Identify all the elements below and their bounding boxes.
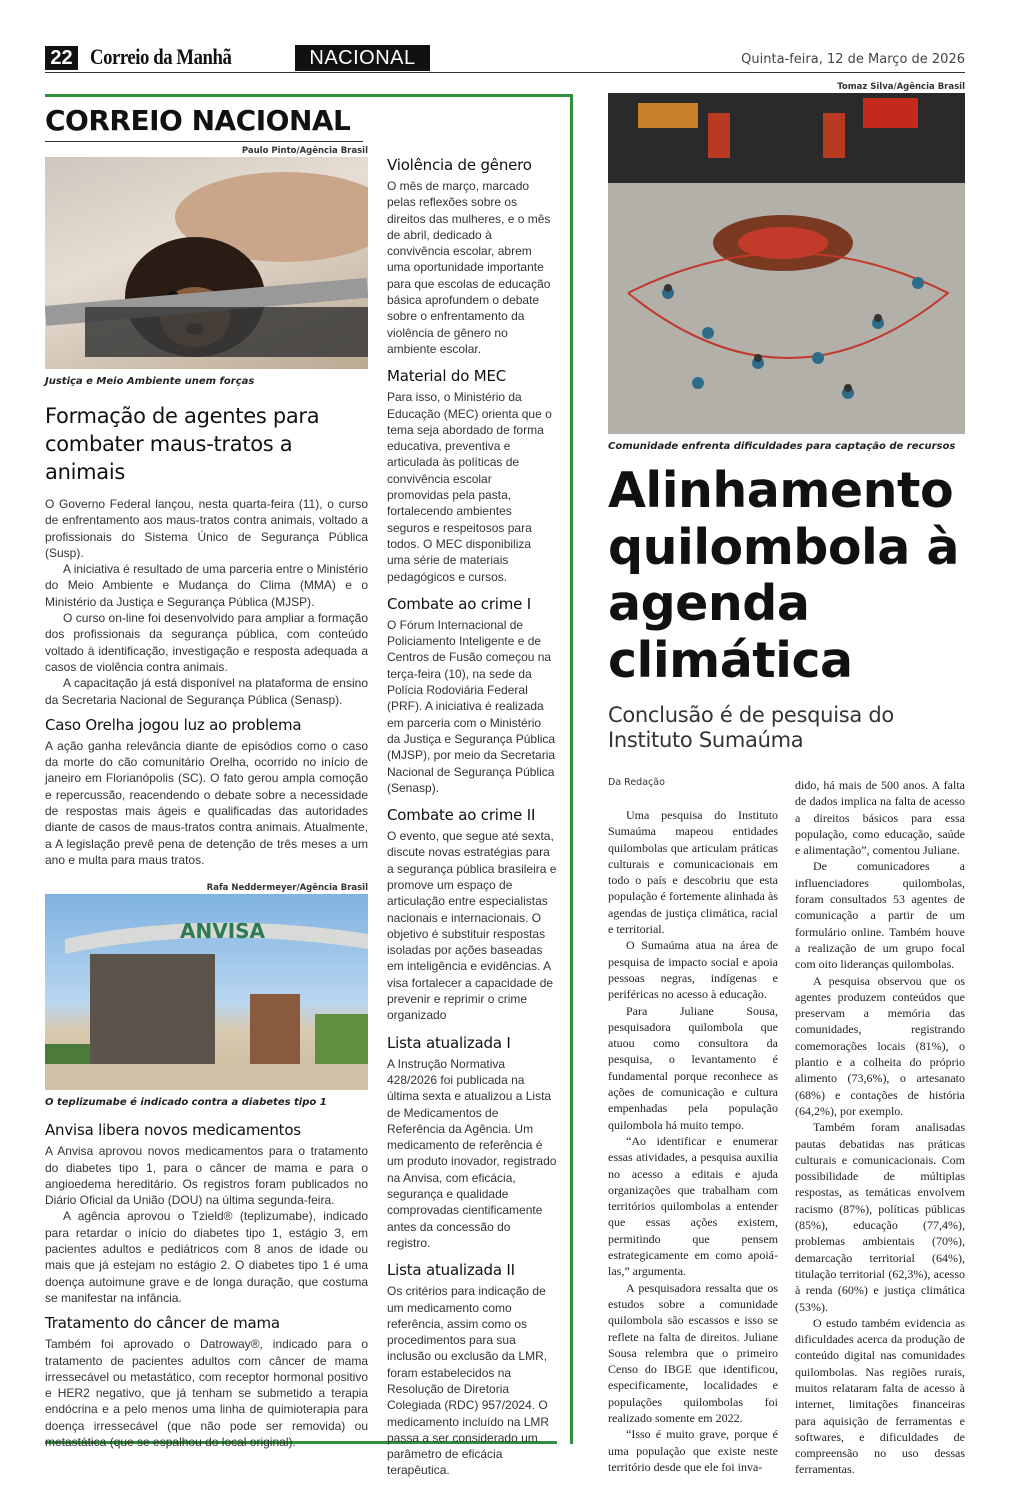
section-kicker: CORREIO NACIONAL (45, 104, 351, 137)
brief-title: Violência de gênero (387, 156, 532, 174)
paragraph: O curso on-line foi desenvolvido para ampliar a formação dos profissionais da segurança pública, com conteúdo voltado à identificação, investigação e resposta adequada a casos de violência contra animais. (45, 611, 368, 674)
dog-photo (45, 157, 368, 369)
article-body-animals (45, 496, 368, 868)
photo-credit: Paulo Pinto/Agência Brasil (241, 146, 368, 156)
paragraph: O Sumaúma atua na área de pesquisa de impacto social e apoia pessoas negras, indígenas e periféricas no acesso à educação. (608, 938, 778, 1002)
subheading: Tratamento do câncer de mama (45, 1314, 280, 1333)
kicker-rule (45, 141, 363, 142)
brief-text: Para isso, o Ministério da Educação (MEC) orienta que o tema seja abordado de forma educativa, preventiva e articulada às políticas de convivência escolar promovidas pela pasta, fortalecendo ambientes seguros e respeitosos para todos. O MEC disponibiliza uma série de materiais pedagógicos e cursos. (387, 390, 552, 584)
dog-illustration (45, 157, 368, 369)
photo-caption: O teplizumabe é indicado contra a diabetes tipo 1 (45, 1097, 327, 1109)
paragraph: A pesquisadora ressalta que os estudos sobre a comunidade quilombola são escassos e isso se reflete na falta de direitos. Juliane Sousa relembra que o primeiro Censo do IBGE que identificou, especificamente, localidades e populações quilombolas foi realizado somente em 2022. (608, 1280, 778, 1425)
article-body-anvisa (45, 1113, 368, 1450)
brief-text: Os critérios para indicação de um medicamento como referência, assim como os procedimentos para sua inclusão ou exclusão da LMR, foram estabelecidos na Resolução de Diretoria Colegiada (RDC) 957/2024. O medicamento incluído na LMR passa a ser considerado um parâmetro de eficácia terapêutica. (387, 1284, 550, 1478)
paragraph: Também foi aprovado o Datroway®, indicado para o tratamento de pacientes adultos com câncer de mama irressecável ou metastático, com receptor hormonal positivo e HER2 negativo, que já tenham se submetido a terapia endócrina e a pelo menos uma linha de quimioterapia para doença irressecável (que não pode ser removida) ou metastática (que se espalhou do local original). (45, 1337, 368, 1449)
subheading: Anvisa libera novos medicamentos (45, 1121, 301, 1140)
anvisa-photo (45, 894, 368, 1090)
paragraph: De comunicadores a influenciadores quilombolas, foram consultados 53 agentes de comunicação a partir de um formulário online. Também houve a realização de um grupo focal com oito lideranças quilombolas. (795, 859, 965, 972)
main-subtitle: Conclusão é de pesquisa do Instituto Sumaúma (608, 703, 894, 752)
issue-date: Quinta-feira, 12 de Março de 2026 (741, 52, 965, 67)
paragraph: Para Juliane Sousa, pesquisadora quilombola que atuou como consultora da pesquisa, o levantamento é fundamental porque reconhece as ações de comunicação e cultura empenhadas pela população quilombola há muito tempo. (608, 1003, 778, 1132)
right-column (608, 81, 965, 1478)
photo-caption: Justiça e Meio Ambiente unem forças (45, 376, 255, 387)
brief-text: A Instrução Normativa 428/2026 foi publicada na última sexta e atualizou a Lista de Medicamentos de Referência da Agência. Um medicamento de referência é um produto inovador, registrado na Anvisa, com eficácia, segurança e qualidade comprovadas cientificamente antes da concessão do registro. (387, 1056, 557, 1250)
paragraph: Também foram analisadas pautas debatidas nas práticas culturais e comunicacionais. Com possibilidade de múltiplas respostas, as temáticas envolvem racismo (87%), políticas públicas (85%), educação (77,4%), problemas ambientais (70%), demarcação territorial (64%), titulação territorial (62,3%), acesso à renda (60%) e justiça climática (53%). (795, 1120, 965, 1314)
paragraph: A iniciativa é resultado de uma parceria entre o Ministério do Meio Ambiente e Mudança do Clima (MMA) e o Ministério da Justiça e Segurança Pública (MJSP). (45, 562, 368, 609)
frame-right-rule (570, 94, 573, 1444)
left-column (45, 104, 368, 1450)
frame-top-rule (45, 94, 573, 97)
briefs-column (387, 146, 557, 1479)
paragraph: “Isso é muito grave, porque é uma população que existe neste território desde que ele foi inva- (608, 1427, 778, 1474)
photo-credit: Tomaz Silva/Agência Brasil (837, 82, 965, 92)
brief-title: Lista atualizada II (387, 1261, 515, 1280)
paragraph: A Anvisa aprovou novos medicamentos para o tratamento do diabetes tipo 1, para o câncer de mama e para o angioedema hereditário. Os registros foram publicados no Diário Oficial da União (DOU) na última segunda-feira. (45, 1144, 368, 1208)
brief-text: O mês de março, marcado pelas reflexões sobre os direitos das mulheres, e o mês de abril, dedicado à convivência escolar, abrem uma oportunidade importante para que escolas de educação básica aprofundem o debate sobre o enfrentamento da violência de gênero no ambiente escolar. (387, 179, 551, 356)
page-number: 22 (45, 46, 78, 70)
article-headline: Formação de agentes para combater maus-tratos a animais (45, 404, 320, 484)
photo-caption: Comunidade enfrenta dificuldades para captação de recursos (608, 441, 956, 452)
anvisa-sign: ANVISA (180, 919, 266, 944)
anvisa-building-illustration (45, 894, 368, 1090)
paragraph: O estudo também evidencia as dificuldades acerca da produção de conteúdo digital nas comunidades quilombolas. Nas regiões rurais, muitos relataram falta de acesso à internet, limitações financeiras para aquisição de ferramentas e softwares, e dificuldades de compreensão no uso dessas ferramentas. (795, 1315, 965, 1477)
event-illustration (608, 93, 965, 434)
masthead-logo: Correio da Manhã (90, 44, 232, 69)
paragraph: dido, há mais de 500 anos. A falta de dados implica na falta de acesso a direitos básicos para essa população, como educação, saúde e alimentação”, comentou Juliane. (795, 778, 965, 858)
byline: Da Redação (608, 777, 665, 788)
subheading: Caso Orelha jogou luz ao problema (45, 715, 302, 734)
paragraph: A agência aprovou o Tzield® (teplizumabe), indicado para retardar o início do diabetes tipo 1, estágio 3, em pacientes adultos e pediátricos com 8 anos de idade ou mais que já estejam no estágio 2. O diabetes tipo 1 é uma doença autoimune grave e de longa duração, que costuma se manifestar na infância. (45, 1209, 368, 1305)
main-article-columns (608, 777, 965, 1478)
brief-title: Material do MEC (387, 367, 507, 386)
brief-title: Combate ao crime I (387, 594, 532, 613)
photo-credit: Rafa Neddermeyer/Agência Brasil (206, 883, 368, 894)
section-label: NACIONAL (295, 45, 430, 71)
brief-title: Lista atualizada I (387, 1033, 511, 1052)
paragraph: Uma pesquisa do Instituto Sumaúma mapeou entidades quilombolas que articulam práticas culturais e comunicacionais em todo o país e descobriu que esta população é fortemente alinhada às agendas de justiça climática, racial e territorial. (608, 808, 778, 937)
paragraph: A capacitação já está disponível na plataforma de ensino da Secretaria Nacional de Segurança Pública (Senasp). (45, 676, 368, 707)
brief-text: O evento, que segue até sexta, discute novas estratégias para a segurança pública brasileira e promove um espaço de articulação entre especialistas nacionais e internacionais. O objetivo é substituir respostas isoladas por ações baseadas em inteligência e evidências. A visa fortalecer a capacidade de prevenir e reprimir o crime organizado (387, 829, 557, 1023)
brief-text: O Fórum Internacional de Policiamento Inteligente e de Centros de Fusão começou na terça-feira (10), na sede da Polícia Rodoviária Federal (PRF). A iniciativa é realizada em parceria com o Ministério da Justiça e Segurança Pública (MJSP), por meio da Secretaria Nacional de Segurança Pública (Senasp). (387, 617, 556, 795)
paragraph: A pesquisa observou que os agentes produzem conteúdos que preservam a memória das comunidades, registrando comemorações locais (81%), o plantio e a colheita do próprio alimento (73,6%), o artesanato (68%) e contações de história (64,2%), por exemplo. (795, 973, 965, 1118)
paragraph: “Ao identificar e enumerar essas atividades, a pesquisa auxilia no acesso a editais e ajuda organizações que trabalham com territórios quilombolas a entender que essas ações existem, permitindo que pensem estrategicamente em como apoiá-las,” argumenta. (608, 1133, 778, 1279)
main-headline: Alinhamento quilombola à agenda climática (608, 462, 959, 689)
quilombola-event-photo (608, 93, 965, 434)
brief-title: Combate ao crime II (387, 806, 536, 825)
main-article-col2 (795, 777, 965, 1478)
paragraph: A ação ganha relevância diante de episódios como o caso da morte do cão comunitário Orelha, ocorrido no início de janeiro em Florianópolis (SC). O fato gerou ampla comoção e repercussão, reacendendo o debate sobre a necessidade de respostas mais ágeis e qualificadas das autoridades diante de casos de maus-tratos contra animais. Atualmente, a A legislação prevê pena de detenção de três meses a um ano e multa para maus tratos. (45, 738, 368, 867)
header-rule (45, 72, 965, 73)
paragraph: O Governo Federal lançou, nesta quarta-feira (11), o curso de enfrentamento aos maus-tratos contra animais, voltado a profissionais do Sistema Único de Segurança Pública (Susp). (45, 497, 368, 560)
main-article-col1 (608, 777, 778, 1475)
